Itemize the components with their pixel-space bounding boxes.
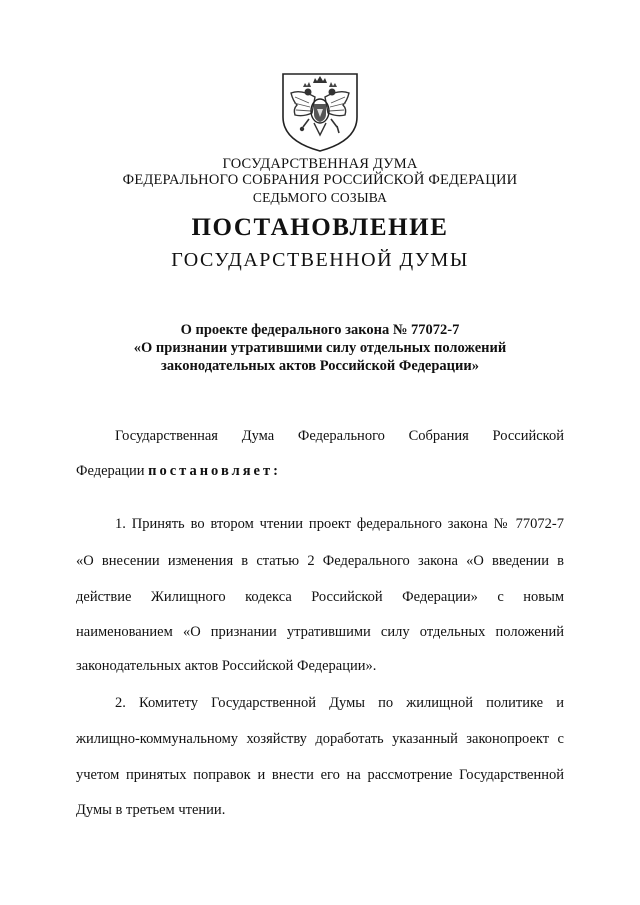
intro-line-2 xyxy=(76,462,564,480)
resolution-verb: постановляет: xyxy=(148,463,281,479)
document-type-title: ПОСТАНОВЛЕНИЕ xyxy=(191,214,449,241)
header-line-2: ФЕДЕРАЛЬНОГО СОБРАНИЯ РОССИЙСКОЙ ФЕДЕРАЦИИ xyxy=(122,172,518,188)
subject-line-3: законодательных актов Российской Федерации» xyxy=(161,358,479,374)
header-line-1: ГОСУДАРСТВЕННАЯ ДУМА xyxy=(222,156,418,172)
subject-line-2: «О признании утратившими силу отдельных положений xyxy=(133,340,507,356)
intro-prefix: Федерации xyxy=(76,463,145,479)
intro-line-1: Государственная Дума Федерального Собрания Российской xyxy=(115,428,564,444)
paragraph-1-line-2: «О внесении изменения в статью 2 Федерального закона «О введении в xyxy=(76,553,564,569)
paragraph-2-line-2: жилищно-коммунальному хозяйству доработать указанный законопроект с xyxy=(76,731,564,747)
paragraph-2-line-4: Думы в третьем чтении. xyxy=(76,802,226,818)
header-line-3: СЕДЬМОГО СОЗЫВА xyxy=(252,190,388,205)
subject-line-1: О проекте федерального закона № 77072-7 xyxy=(180,322,460,338)
paragraph-1-line-5: законодательных актов Российской Федерации». xyxy=(76,658,377,674)
paragraph-1-line-4: наименованием «О признании утратившими силу отдельных положений xyxy=(76,624,564,640)
paragraph-1-line-1: 1. Принять во втором чтении проект федерального закона № 77072-7 xyxy=(115,516,564,532)
coat-of-arms-icon xyxy=(279,71,361,153)
document-issuer: ГОСУДАРСТВЕННОЙ ДУМЫ xyxy=(171,249,469,271)
paragraph-2-line-3: учетом принятых поправок и внести его на рассмотрение Государственной xyxy=(76,767,564,783)
paragraph-1-line-3: действие Жилищного кодекса Российской Федерации» с новым xyxy=(76,589,564,605)
paragraph-2-line-1: 2. Комитету Государственной Думы по жилищной политике и xyxy=(115,695,564,711)
